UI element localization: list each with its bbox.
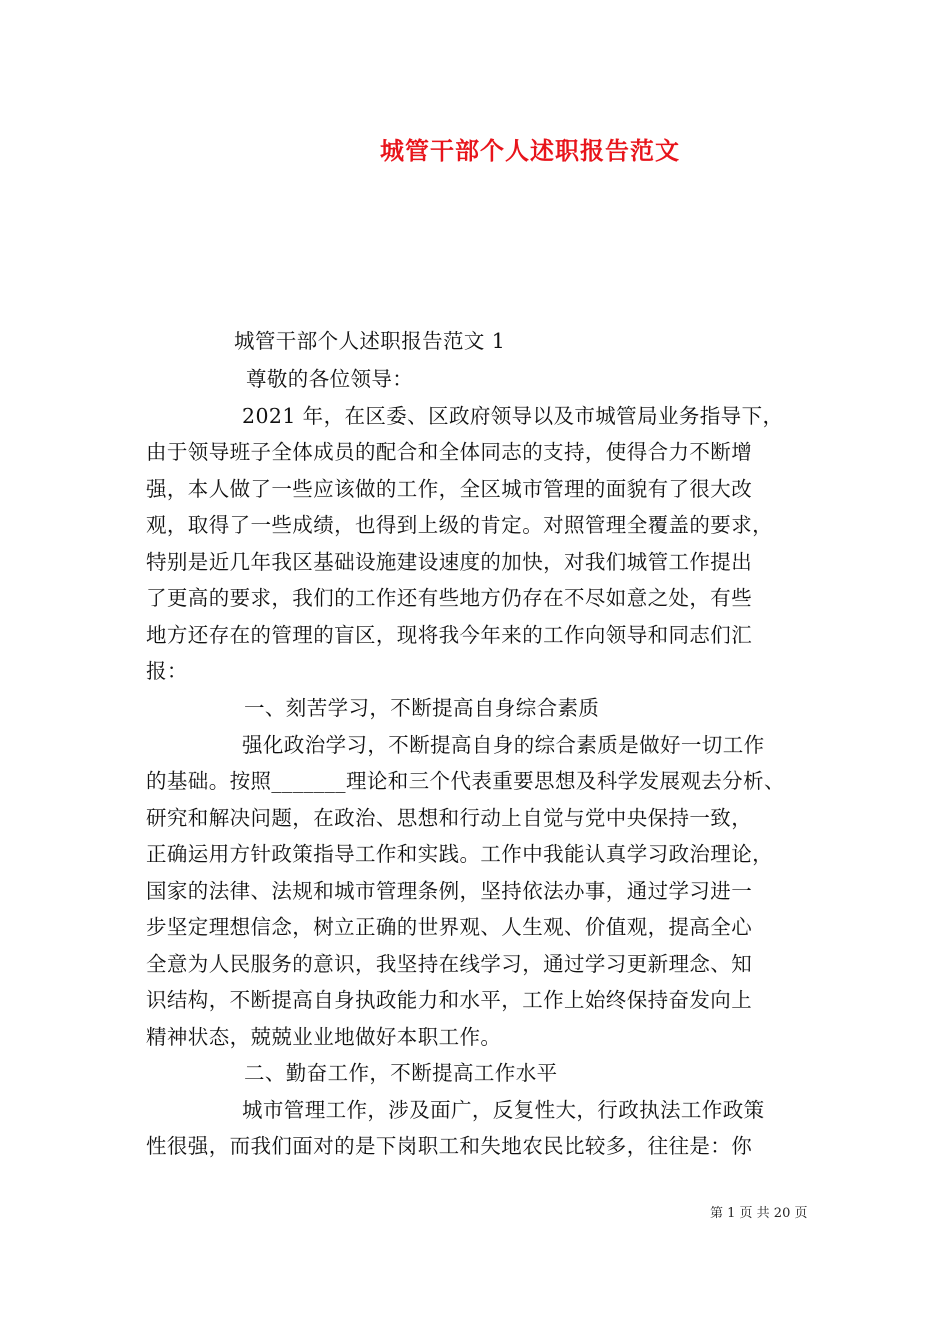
paragraph-line: 城市管理工作，涉及面广，反复性大，行政执法工作政策	[242, 1098, 765, 1122]
paragraph-line: 步坚定理想信念，树立正确的世界观、人生观、价值观，提高全心	[146, 915, 753, 939]
paragraph-line: 观，取得了一些成绩，也得到上级的肯定。对照管理全覆盖的要求，	[146, 513, 773, 537]
paragraph-line: 特别是近几年我区基础设施建设速度的加快，对我们城管工作提出	[146, 550, 753, 574]
paragraph-line: 2021 年，在区委、区政府领导以及市城管局业务指导下，	[242, 404, 784, 428]
paragraph-line: 强，本人做了一些应该做的工作，全区城市管理的面貌有了很大改	[146, 477, 753, 501]
document-title: 城管干部个人述职报告范文	[380, 136, 680, 165]
paragraph-line: 地方还存在的管理的盲区，现将我今年来的工作向领导和同志们汇	[146, 623, 753, 647]
paragraph-line: 由于领导班子全体成员的配合和全体同志的支持，使得合力不断增	[146, 440, 753, 464]
paragraph-line: 一、刻苦学习，不断提高自身综合素质	[244, 696, 600, 720]
paragraph-line: 尊敬的各位领导：	[246, 367, 414, 391]
paragraph-line: 研究和解决问题，在政治、思想和行动上自觉与党中央保持一致，	[146, 806, 753, 830]
paragraph-line: 识结构，不断提高自身执政能力和水平，工作上始终保持奋发向上	[146, 988, 753, 1012]
paragraph-line: 性很强，而我们面对的是下岗职工和失地农民比较多，往往是：你	[146, 1134, 753, 1158]
page-number: 第 1 页 共 20 页	[710, 1206, 808, 1221]
paragraph-line: 全意为人民服务的意识，我坚持在线学习，通过学习更新理念、知	[146, 952, 753, 976]
paragraph-line: 的基础。按照_______理论和三个代表重要思想及科学发展观去分析、	[146, 769, 785, 793]
paragraph-line: 报：	[146, 659, 188, 683]
paragraph-line: 了更高的要求，我们的工作还有些地方仍存在不尽如意之处，有些	[146, 586, 753, 610]
paragraph-line: 国家的法律、法规和城市管理条例，坚持依法办事，通过学习进一	[146, 879, 753, 903]
paragraph-line: 二、勤奋工作，不断提高工作水平	[244, 1061, 558, 1085]
paragraph-line: 城管干部个人述职报告范文 1	[234, 329, 506, 353]
paragraph-line: 正确运用方针政策指导工作和实践。工作中我能认真学习政治理论，	[146, 842, 773, 866]
paragraph-line: 强化政治学习，不断提高自身的综合素质是做好一切工作	[242, 733, 765, 757]
paragraph-line: 精神状态，兢兢业业地做好本职工作。	[146, 1025, 502, 1049]
